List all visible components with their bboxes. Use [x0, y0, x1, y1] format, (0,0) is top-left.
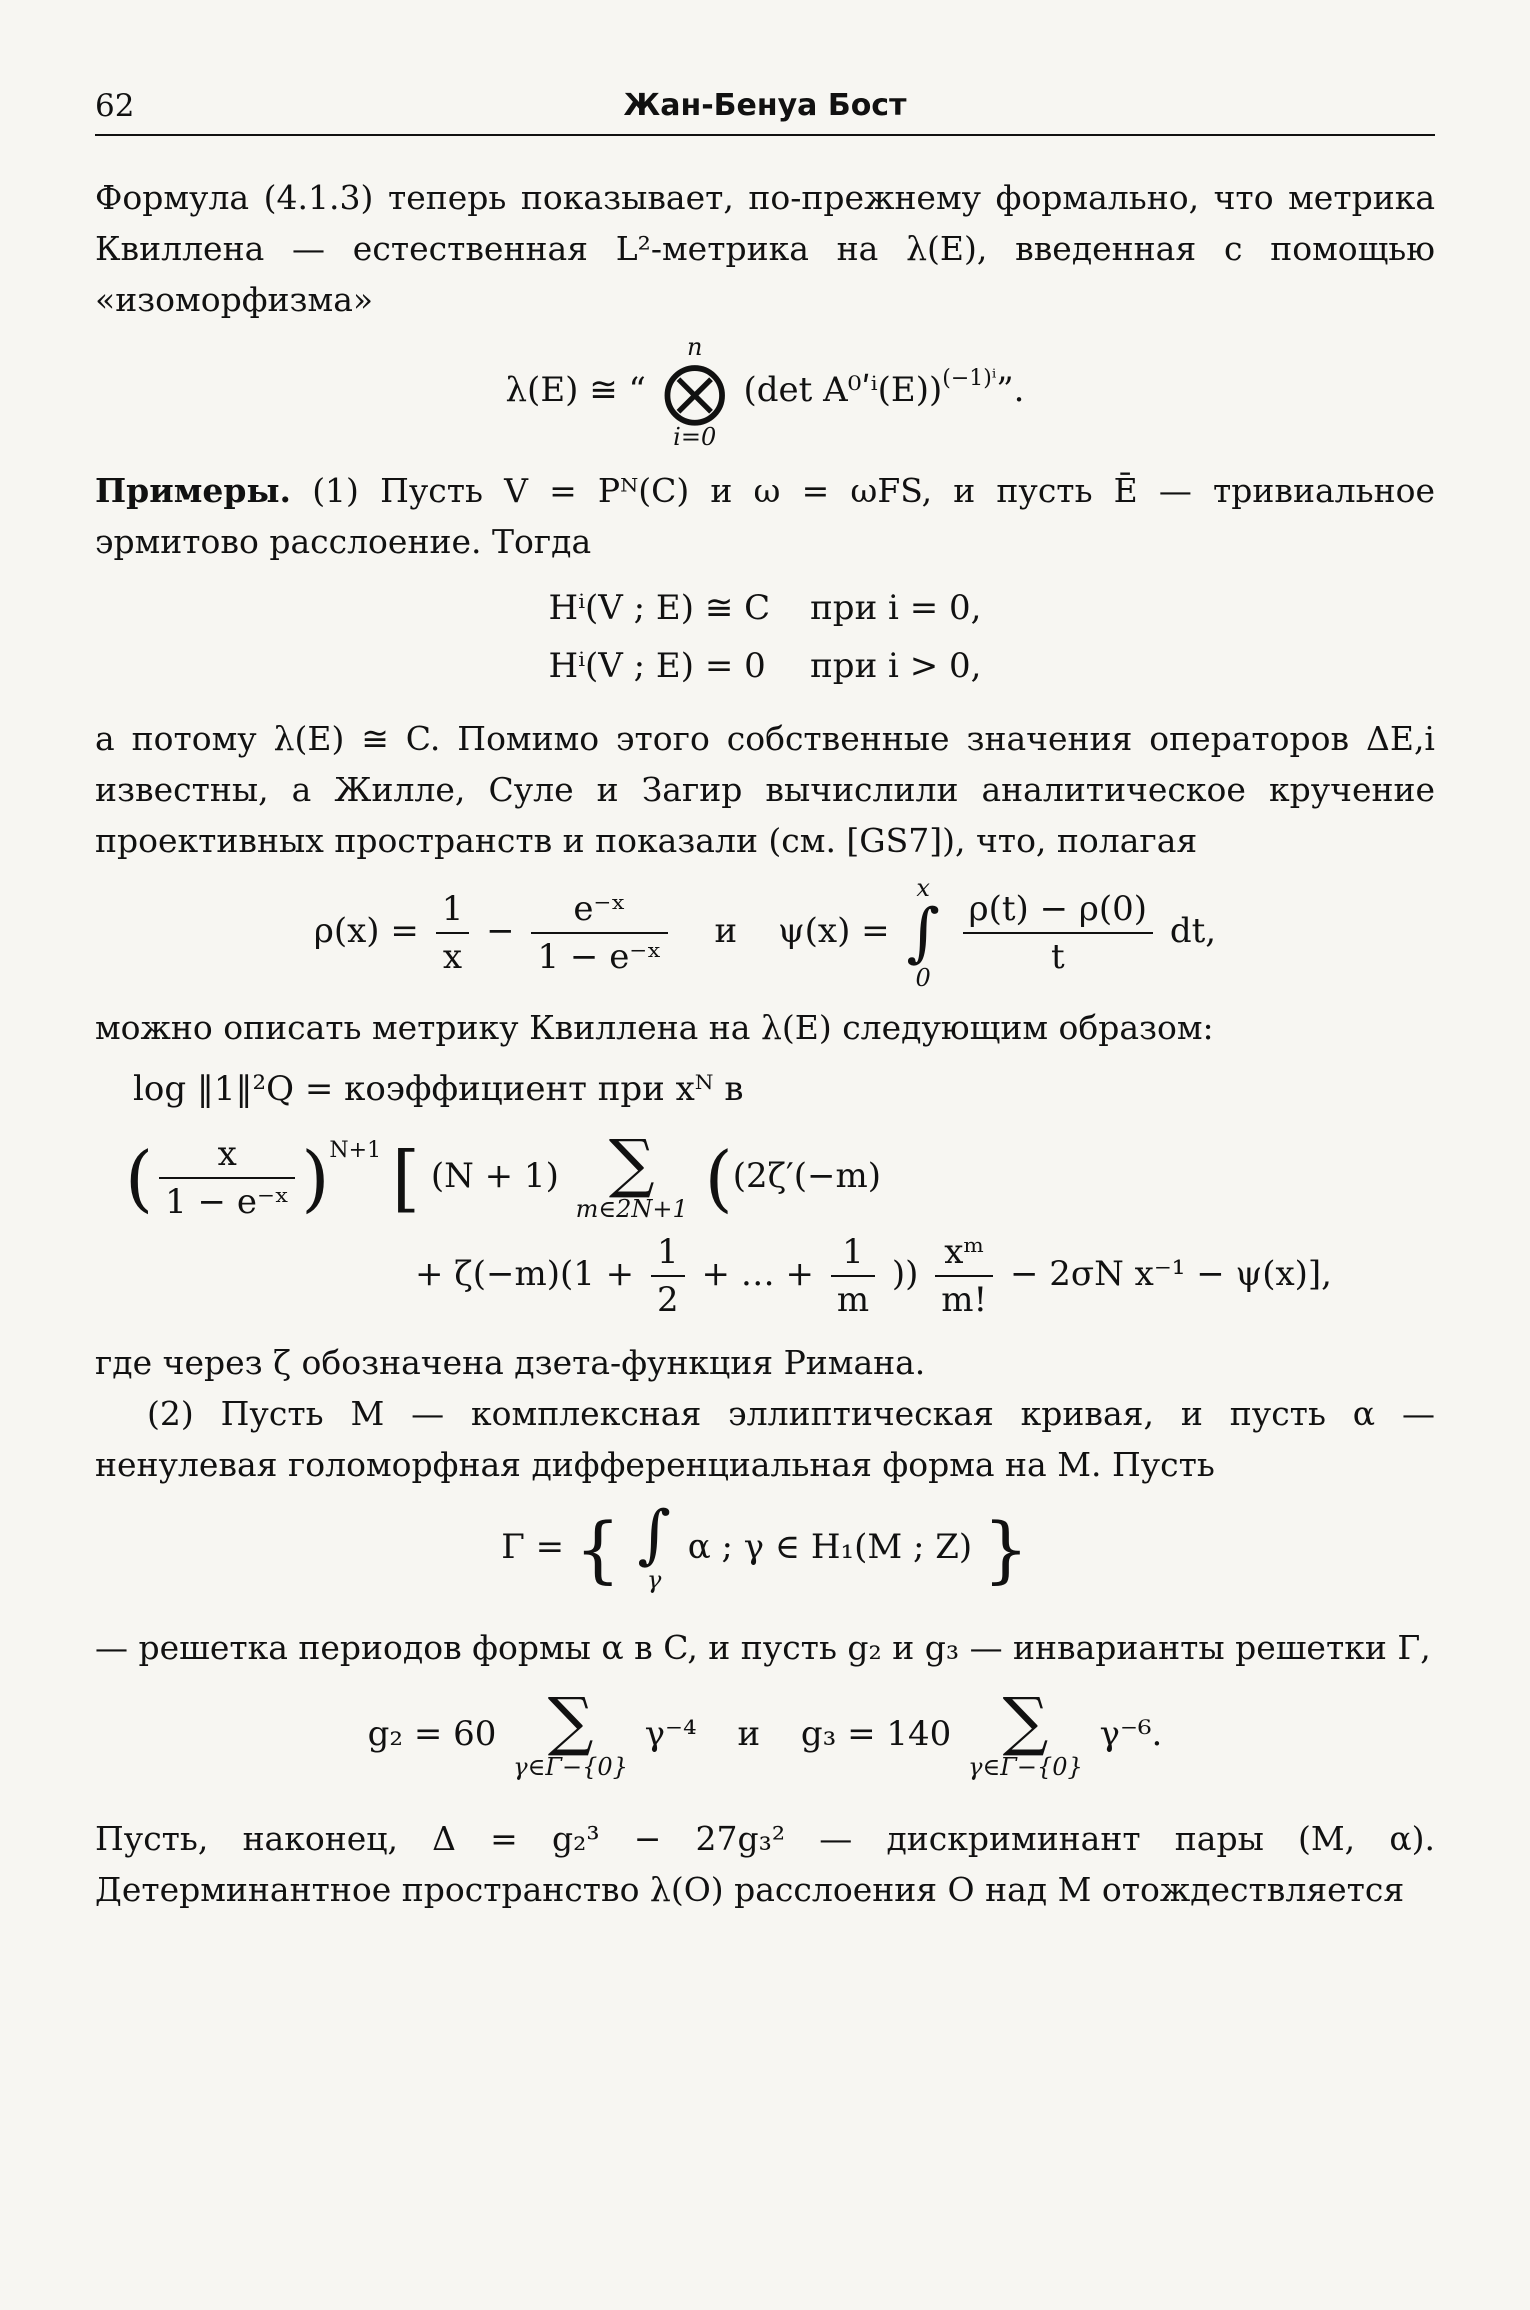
fraction-one-over-m [831, 1229, 875, 1323]
eq1-tail: ”. [996, 370, 1025, 410]
sum-lower-limit: γ∈Γ−{0} [968, 1753, 1083, 1781]
integral-upper-limit: x [916, 874, 930, 902]
frac-num: 1 [436, 886, 470, 934]
tensor-lower-limit: i=0 [673, 423, 717, 451]
eq1-body: (det A⁰ʹⁱ(E)) [743, 370, 943, 410]
fraction-one-over-x [436, 886, 470, 980]
sum-symbol-icon: ∑ [547, 1685, 594, 1759]
tensor-symbol-icon: ⨂ [662, 355, 727, 429]
integral-operator [906, 874, 939, 992]
case-row [529, 579, 1002, 637]
examples-text: (1) Пусть V = Pᴺ(C) и ω = ωFS, и пусть Ē — тривиальное эрмитово расслоение. Тогда [95, 471, 1436, 561]
examples-label: Примеры. [95, 471, 292, 510]
equation-lattice [95, 1498, 1435, 1604]
paragraph-1: Формула (4.1.3) теперь показывает, по-прежнему формально, что метрика Квиллена — естественная L²-метрика на λ(E), введенная с помощью «изоморфизма» [95, 178, 1435, 319]
g3-term: γ⁻⁶. [1099, 1714, 1163, 1754]
frac-den: t [1050, 937, 1065, 977]
case-lhs: Hⁱ(V ; E) ≅ C [548, 588, 771, 628]
frac-den: m! [941, 1280, 988, 1320]
fraction-half [651, 1229, 685, 1323]
line3-end: − 2σN x⁻¹ − ψ(x)], [1009, 1254, 1332, 1294]
paragraph-5: где через ζ обозначена дзета-функция Римана. [95, 1343, 926, 1382]
frac-num: ρ(t) − ρ(0) [963, 886, 1153, 934]
page [95, 78, 1435, 2278]
quillen-metric-line1: log ‖1‖²Q = коэффициент при xᴺ в [133, 1069, 744, 1109]
paragraph-6: (2) Пусть M — комплексная эллиптическая кривая, и пусть α — ненулевая голоморфная дифференциальная форма на M. Пусть [95, 1394, 1435, 1484]
page-number: 62 [95, 88, 135, 124]
lattice-body: α ; γ ∈ H₁(M ; Z) [687, 1527, 973, 1567]
left-bracket-icon: [ [391, 1136, 420, 1220]
case-condition: при i > 0, [810, 646, 982, 686]
frac-den: 1 − e⁻ˣ [165, 1182, 290, 1222]
dt: dt, [1169, 911, 1217, 951]
frac-den: 1 − e⁻ˣ [537, 937, 662, 977]
sum-coefficient: (N + 1) [430, 1156, 559, 1196]
frac-den: x [442, 937, 463, 977]
frac-num: 1 [831, 1229, 875, 1277]
frac-den: 2 [657, 1280, 679, 1320]
fraction-rho-diff [963, 886, 1153, 980]
eq1-exponent: (−1)ⁱ [942, 366, 997, 391]
g2-lhs: g₂ = 60 [367, 1714, 497, 1754]
frac-num: xᵐ [935, 1229, 993, 1277]
sum-symbol-icon: ∑ [608, 1127, 655, 1201]
right-paren-icon: ) [301, 1136, 330, 1220]
frac-num: 1 [651, 1229, 685, 1277]
and-word: и [714, 911, 738, 951]
frac-den: m [836, 1280, 870, 1320]
tensor-product-operator [663, 333, 727, 451]
page-header [95, 78, 1435, 136]
paragraph-examples [95, 465, 1435, 567]
g3-lhs: g₃ = 140 [800, 1714, 952, 1754]
eq1-lhs: λ(E) ≅ “ [505, 370, 646, 410]
integral-lower-limit: γ [647, 1566, 662, 1594]
right-brace-icon: } [982, 1507, 1029, 1591]
quillen-metric-line2 [95, 1121, 1435, 1225]
rho-lhs: ρ(x) = [313, 911, 419, 951]
sum-operator [968, 1685, 1083, 1781]
integral-symbol-icon: ∫ [637, 1498, 671, 1572]
paragraph-8: Пусть, наконец, Δ = g₂³ − 27g₃² — дискриминант пары (M, α). Детерминантное пространство λ(O) расслоения O над M отождествляется [95, 1819, 1435, 1909]
quillen-metric-line3 [95, 1229, 1435, 1323]
integral-lower-limit: 0 [915, 964, 931, 992]
g2-term: γ⁻⁴ [644, 1714, 697, 1754]
fraction-xm-over-factorial [935, 1229, 993, 1323]
equation-invariants [95, 1685, 1435, 1791]
integral-operator [637, 1498, 671, 1594]
case-row [529, 637, 1002, 695]
zeta-prime-term: (2ζ′(−m) [732, 1156, 882, 1196]
sum-lower-limit: γ∈Γ−{0} [513, 1753, 628, 1781]
and-word: и [737, 1714, 761, 1754]
paragraph-4: можно описать метрику Квиллена на λ(E) следующим образом: [95, 1008, 1214, 1047]
lattice-lhs: Γ = [501, 1527, 565, 1567]
ellipsis: + … + [701, 1254, 815, 1294]
running-head: Жан-Бенуа Бост [623, 88, 907, 123]
tensor-upper-limit: n [686, 333, 703, 361]
case-lhs: Hⁱ(V ; E) = 0 [548, 646, 766, 686]
frac-num: x [159, 1131, 295, 1179]
close-parens: )) [891, 1254, 919, 1294]
case-condition: при i = 0, [810, 588, 982, 628]
paragraph-7: — решетка периодов формы α в C, и пусть g₂ и g₃ — инварианты решетки Γ, [95, 1628, 1431, 1667]
fraction-exp [531, 886, 667, 980]
cohomology-cases [529, 579, 1002, 695]
frac-num: e⁻ˣ [531, 886, 667, 934]
left-brace-icon: { [574, 1507, 621, 1591]
fraction-x-over [159, 1131, 295, 1225]
integral-symbol-icon: ∫ [906, 896, 940, 970]
minus-sign: − [486, 911, 515, 951]
equation-rho-psi [95, 874, 1435, 992]
sum-symbol-icon: ∑ [1002, 1685, 1049, 1759]
equation-isomorphism [95, 333, 1435, 451]
sum-lower-limit: m∈2N+1 [575, 1195, 688, 1223]
sum-operator [575, 1127, 688, 1223]
zeta-term: + ζ(−m)(1 + [415, 1254, 635, 1294]
psi-lhs: ψ(x) = [777, 911, 890, 951]
paragraph-3: а потому λ(E) ≅ C. Помимо этого собственные значения операторов ΔE,i известны, а Жилле, Суле и Загир вычислили аналитическое кручение проективных пространств и показали (см. [GS7]), что, полагая [95, 719, 1435, 860]
paren-exponent: N+1 [329, 1138, 382, 1163]
left-paren-icon: ( [704, 1136, 733, 1220]
sum-operator [513, 1685, 628, 1781]
left-paren-icon: ( [125, 1136, 154, 1220]
